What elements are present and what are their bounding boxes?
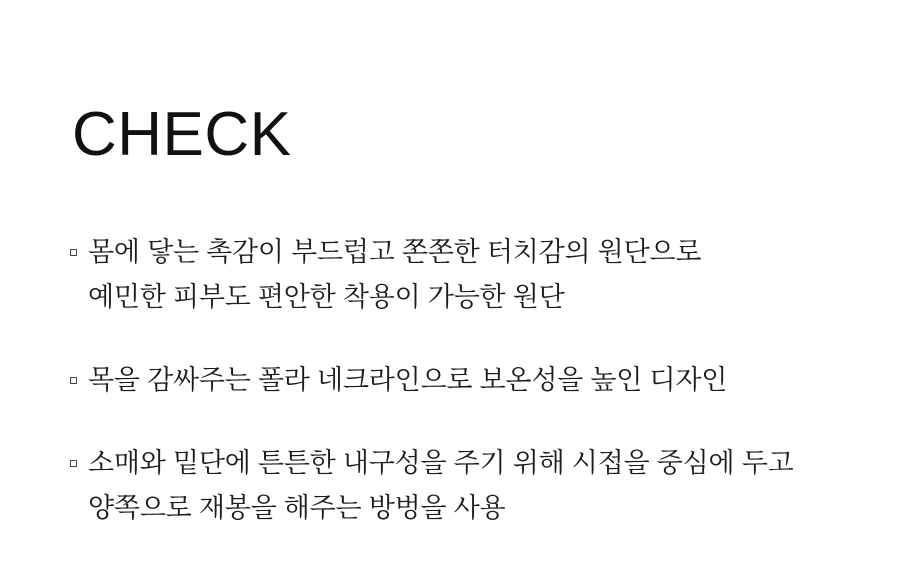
square-bullet-icon <box>70 460 77 467</box>
check-list <box>70 230 840 531</box>
item-text-line: 예민한 피부도 편안한 착용이 가능한 원단 <box>88 282 565 312</box>
section-title: CHECK <box>72 100 292 169</box>
item-text-line: 목을 감싸주는 폴라 네크라인으로 보온성을 높인 디자인 <box>88 365 728 395</box>
square-bullet-icon <box>70 377 77 384</box>
square-bullet-icon <box>70 249 77 256</box>
list-item-text <box>88 230 701 320</box>
item-text-line: 양쪽으로 재봉을 해주는 방벙을 사용 <box>88 493 506 523</box>
list-item <box>70 230 840 320</box>
list-item-text <box>88 358 727 403</box>
list-item-text <box>88 441 793 531</box>
item-text-line: 소매와 밑단에 튼튼한 내구성을 주기 위해 시접을 중심에 두고 <box>88 448 794 478</box>
list-item <box>70 441 840 531</box>
item-text-line: 몸에 닿는 촉감이 부드럽고 쫀쫀한 터치감의 원단으로 <box>88 237 702 267</box>
list-item <box>70 358 840 403</box>
